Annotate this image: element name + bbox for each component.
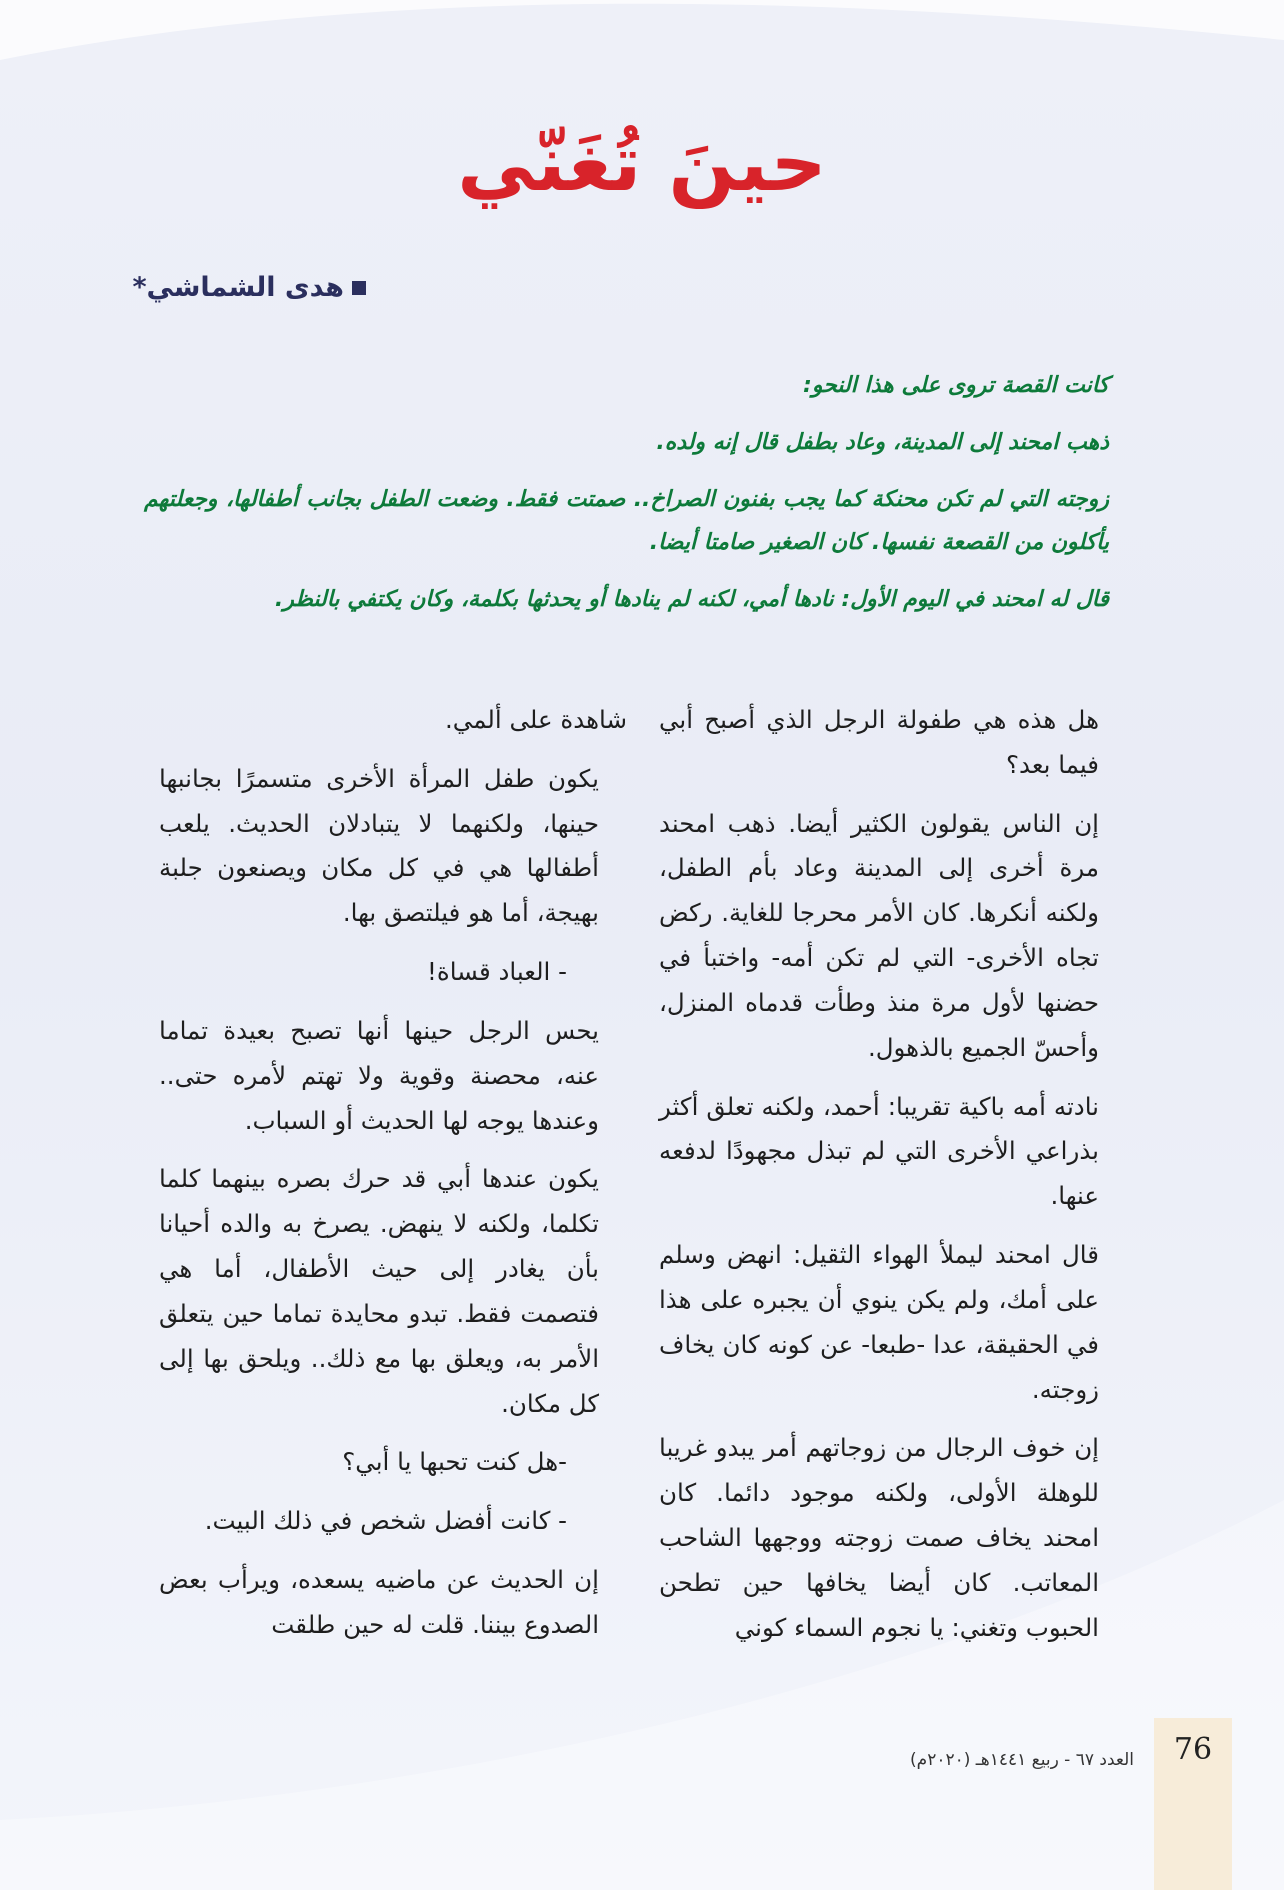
paragraph: شاهدة على ألمي. xyxy=(445,705,627,734)
dialogue-line: - العباد قساة! xyxy=(427,957,567,987)
paragraph: يكون طفل المرأة الأخرى متسمرًا بجانبها حينها، ولكنهما لا يتبادلان الحديث. يلعب أطفالها هي في كل مكان ويصنعون جلبة بهيجة، أما هو فيلتصق بها. xyxy=(159,763,599,928)
intro-line: زوجته التي لم تكن محنكة كما يجب بفنون الصراخ.. صمتت فقط. وضعت الطفل بجانب أطفالها، وجعلتهم يأكلون من القصعة نفسها. كان الصغير صامتا أيضا. xyxy=(144,486,1109,555)
issue-info: العدد ٦٧ - ربيع ١٤٤١هـ (٢٠٢٠م) xyxy=(910,1750,1134,1770)
page-number: 76 xyxy=(1173,1732,1213,1767)
author-byline xyxy=(132,272,366,303)
paragraph: يكون عندها أبي قد حرك بصره بينهما كلما تكلما، ولكنه لا ينهض. يصرخ به والده أحيانا بأن يغادر إلى حيث الأطفال، أما هي فتصمت فقط. تبدو محايدة تماما حين يتعلق الأمر به، ويعلق بها مع ذلك.. ويلحق بها إلى كل مكان. xyxy=(159,1164,599,1418)
author-name: هدى الشماشي* xyxy=(132,272,344,303)
dialogue-line: -هل كنت تحبها يا أبي؟ xyxy=(342,1447,567,1477)
paragraph: قال امحند ليملأ الهواء الثقيل: انهض وسلم على أمك، ولم يكن ينوي أن يجبره على هذا في الحقيقة، عدا -طبعا- عن كونه كان يخاف زوجته. xyxy=(659,1240,1099,1404)
paragraph: يحس الرجل حينها أنها تصبح بعيدة تماما عنه، محصنة وقوية ولا تهتم لأمره حتى.. وعندها يوجه لها الحديث أو السباب. xyxy=(159,1015,599,1135)
paragraph: إن الناس يقولون الكثير أيضا. ذهب امحند مرة أخرى إلى المدينة وعاد بأم الطفل، ولكنه أنكرها. كان الأمر محرجا للغاية. ركض تجاه الأخرى- التي لم تكن أمه- واختبأ في حضنها لأول مرة منذ وطأت قدماه المنزل، وأحسّ الجميع بالذهول. xyxy=(659,808,1099,1062)
right-column xyxy=(659,698,1127,1665)
intro-block xyxy=(144,365,1134,635)
body-columns xyxy=(157,698,1127,1665)
article-title: حينَ تُغَنّي xyxy=(457,119,827,209)
paragraph: إن الحديث عن ماضيه يسعده، ويرأب بعض الصدوع بيننا. قلت له حين طلقت xyxy=(159,1565,599,1639)
paragraph: نادته أمه باكية تقريبا: أحمد، ولكنه تعلق أكثر بذراعي الأخرى التي لم تبذل مجهودًا لدفعه عنها. xyxy=(659,1091,1099,1211)
square-bullet-icon xyxy=(352,281,366,295)
left-column xyxy=(159,698,627,1665)
intro-line: كانت القصة تروى على هذا النحو: xyxy=(803,373,1109,398)
intro-line: ذهب امحند إلى المدينة، وعاد بطفل قال إنه ولده. xyxy=(656,429,1109,455)
paragraph: إن خوف الرجال من زوجاتهم أمر يبدو غريبا للوهلة الأولى، ولكنه موجود دائما. كان امحند يخاف صمت زوجته ووجهها الشاحب المعاتب. كان أيضا يخافها حين تطحن الحبوب وتغني: يا نجوم السماء كوني xyxy=(659,1433,1099,1642)
dialogue-line: - كانت أفضل شخص في ذلك البيت. xyxy=(204,1506,567,1536)
paragraph: هل هذه هي طفولة الرجل الذي أصبح أبي فيما بعد؟ xyxy=(659,705,1099,779)
intro-line: قال له امحند في اليوم الأول: نادها أمي، لكنه لم ينادها أو يحدثها بكلمة، وكان يكتفي بالنظر. xyxy=(274,586,1109,612)
